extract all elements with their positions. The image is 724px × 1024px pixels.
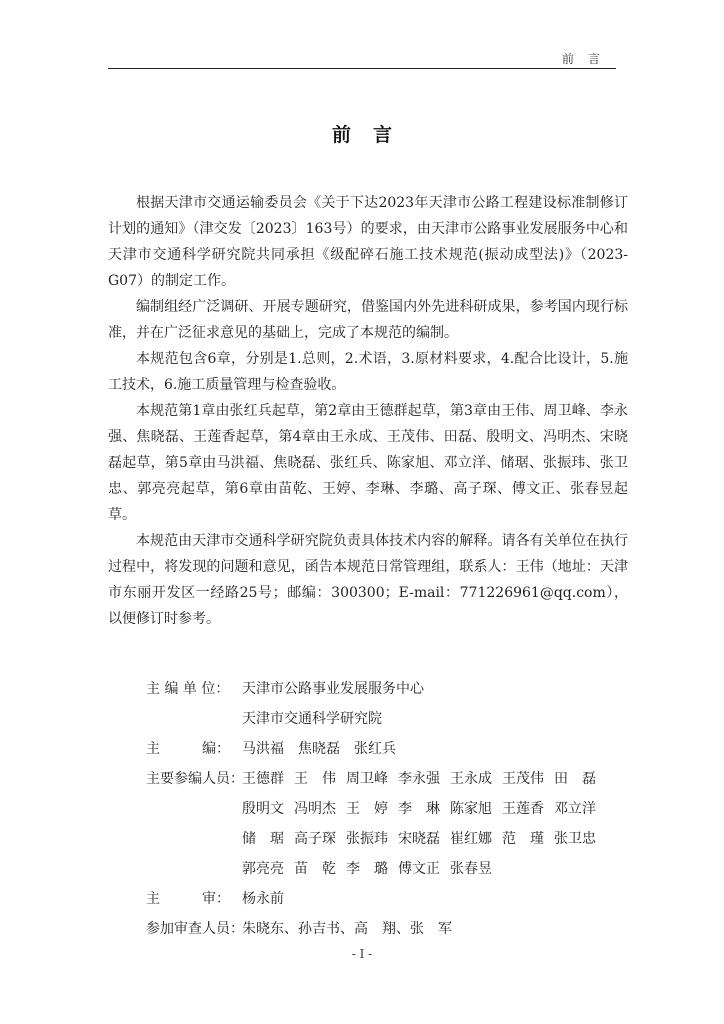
reviewer-label: 主 审： [146, 891, 230, 907]
participant-name: 傅文正 [398, 861, 440, 877]
participant-name: 储 琚 [242, 831, 284, 847]
participant-name: 李 琳 [398, 801, 440, 817]
page-number: - I - [351, 947, 373, 961]
participant-name: 王 婷 [346, 801, 388, 817]
participants-label: 主要参编人员： [146, 771, 244, 787]
participant-name: 王德群 [242, 771, 284, 787]
chief-editor-label: 主 编： [146, 741, 230, 757]
participant-name: 殷明文 [242, 801, 284, 817]
participant-name: 王茂伟 [502, 771, 544, 787]
participant-name: 张春昱 [450, 861, 492, 877]
paragraph-chapters: 本规范包含6章，分别是1.总则，2.术语，3.原材料要求，4.配合比设计，5.施工技术，6.施工质量管理与检查验收。 [108, 351, 628, 393]
participants-row-4 [146, 856, 502, 882]
reviewer-name: 杨永前 [242, 891, 284, 907]
participants-row-1 [146, 766, 606, 792]
participant-name: 李永强 [398, 771, 440, 787]
editor-unit-2: 天津市交通科学研究院 [242, 711, 382, 727]
participant-name: 宋晓磊 [398, 831, 440, 847]
paragraph-drafters: 本规范第1章由张红兵起草，第2章由王德群起草，第3章由王伟、周卫峰、李永强、焦晓磊、王莲香起草，第4章由王永成、王茂伟、田磊、殷明文、冯明杰、宋晓磊起草，第5章由马洪福、焦晓磊、张红兵、陈家旭、邓立洋、储琚、张振玮、张卫忠、郭亮亮起草，第6章由苗乾、王婷、李琳、李璐、高子琛、傅文正、张春昱起草。 [108, 403, 628, 523]
reviewer-row [146, 886, 284, 912]
participant-name: 张卫忠 [554, 831, 596, 847]
participant-name: 苗 乾 [294, 861, 336, 877]
participants-row-3 [146, 826, 606, 852]
header-section-label: 前言 [561, 52, 614, 66]
paragraph-process: 编制组经广泛调研、开展专题研究，借鉴国内外先进科研成果，参考国内现行标准，并在广泛征求意见的基础上，完成了本规范的编制。 [108, 299, 628, 341]
preface-body [108, 190, 628, 632]
chief-editors: 马洪福 焦晓磊 张红兵 [242, 741, 396, 757]
header-divider [108, 68, 616, 69]
participant-name: 高子琛 [294, 831, 336, 847]
participant-name: 王永成 [450, 771, 492, 787]
participant-name: 崔红娜 [450, 831, 492, 847]
participant-name: 张振玮 [346, 831, 388, 847]
paragraph-contact: 本规范由天津市交通科学研究院负责具体技术内容的解释。请各有关单位在执行过程中，将发现的问题和意见，函告本规范日常管理组，联系人：王伟（地址：天津市东丽开发区一经路25号；邮编：300300；E-mail：771226961@qq.com），以便修订时参考。 [108, 533, 628, 627]
participants-row-2 [146, 796, 606, 822]
participant-name: 郭亮亮 [242, 861, 284, 877]
page-title: 前言 [331, 124, 414, 146]
participant-name: 王莲香 [502, 801, 544, 817]
editor-unit-1: 天津市公路事业发展服务中心 [242, 681, 424, 697]
participant-name: 冯明杰 [294, 801, 336, 817]
participant-name: 邓立洋 [554, 801, 596, 817]
participant-name: 陈家旭 [450, 801, 492, 817]
participant-name: 李 璐 [346, 861, 388, 877]
editor-unit-row [146, 676, 424, 702]
review-participants-row [146, 916, 452, 942]
review-participants: 朱晓东、孙吉书、高 翔、张 军 [242, 921, 452, 937]
editor-unit-label: 主 编 单 位： [146, 681, 230, 697]
review-participants-label: 参加审查人员： [146, 921, 244, 937]
participant-name: 周卫峰 [346, 771, 388, 787]
participant-name: 田 磊 [554, 771, 596, 787]
paragraph-origin: 根据天津市交通运输委员会《关于下达2023年天津市公路工程建设标准制修订计划的通知》（津交发〔2023〕163号）的要求，由天津市公路事业发展服务中心和天津市交通科学研究院共同承担《级配碎石施工技术规范(振动成型法)》（2023-G07）的制定工作。 [108, 195, 628, 289]
chief-editor-row [146, 736, 396, 762]
participant-name: 范 瑾 [502, 831, 544, 847]
editor-unit-row-2 [146, 706, 382, 732]
participant-name: 王 伟 [294, 771, 336, 787]
